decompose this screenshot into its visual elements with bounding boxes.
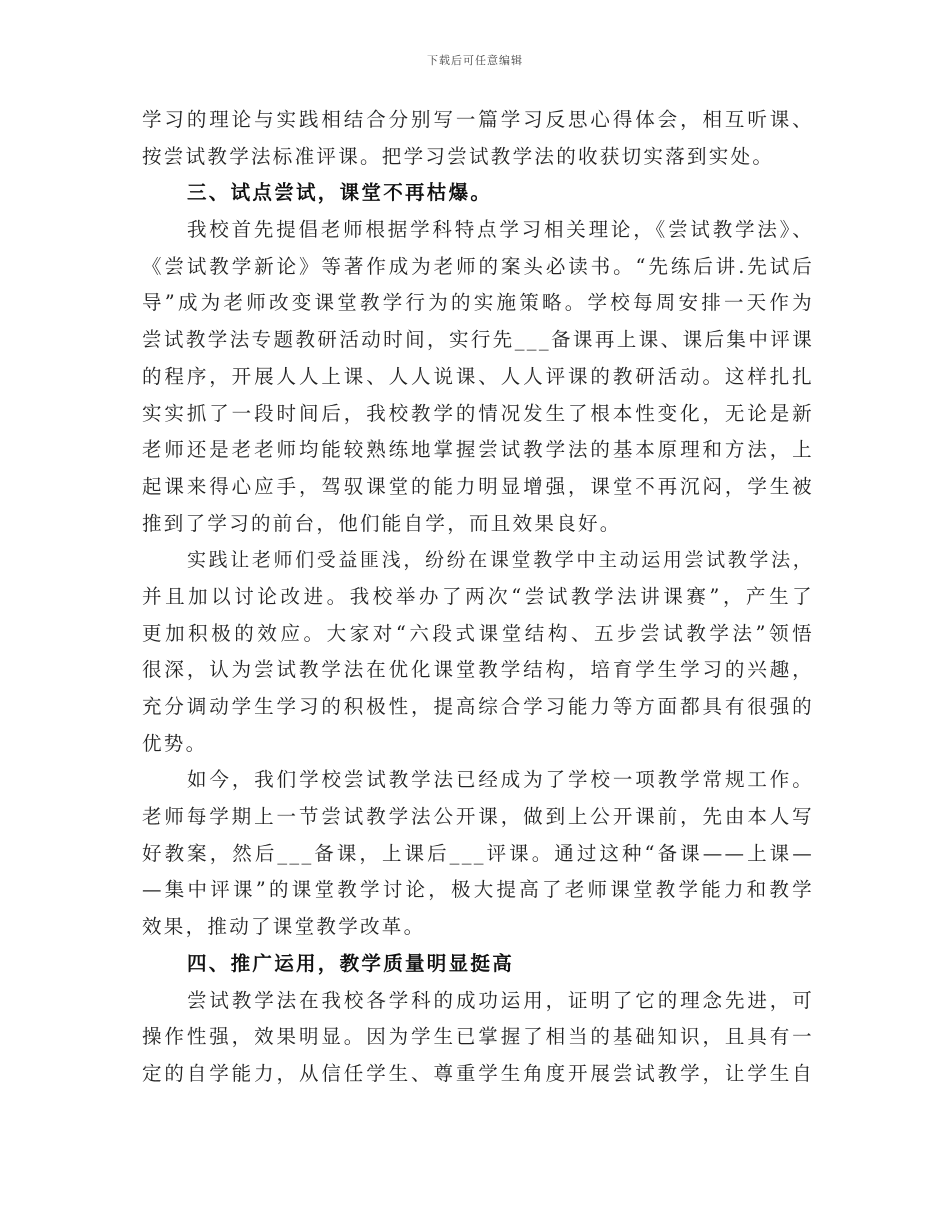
text-line: 更加积极的效应。大家对“六段式课堂结构、五步尝试教学法”领悟 <box>142 621 814 645</box>
text-line: —集中评课”的课堂教学讨论，极大提高了老师课堂教学能力和教学 <box>142 878 814 902</box>
text-line: 尝试教学法在我校各学科的成功运用，证明了它的理念先进，可 <box>187 988 814 1012</box>
text-line: 如今，我们学校尝试教学法已经成为了学校一项教学常规工作。 <box>187 768 814 792</box>
text-line: 定的自学能力，从信任学生、尊重学生角度开展尝试教学，让学生自 <box>142 1061 814 1085</box>
text-line: 优势。 <box>142 731 208 755</box>
text-line: 学习的理论与实践相结合分别写一篇学习反思心得体会，相互听课、 <box>142 108 814 131</box>
text-line: 实实抓了一段时间后，我校教学的情况发生了根本性变化，无论是新 <box>142 401 814 425</box>
text-line: 充分调动学生学习的积极性，提高综合学习能力等方面都具有很强的 <box>142 695 814 718</box>
text-line: 实践让老师们受益匪浅，纷纷在课堂教学中主动运用尝试教学法， <box>187 549 814 572</box>
text-line: 老师还是老老师均能较熟练地掌握尝试教学法的基本原理和方法，上 <box>142 438 814 462</box>
text-line: 导”成为老师改变课堂教学行为的实施策略。学校每周安排一天作为 <box>142 291 814 315</box>
text-line: 《尝试教学新论》等著作成为老师的案头必读书。“先练后讲.先试后 <box>142 254 814 278</box>
text-line: 我校首先提倡老师根据学科特点学习相关理论，《尝试教学法》、 <box>187 218 814 242</box>
section-heading: 三、试点尝试，课堂不再枯爆。 <box>187 181 493 205</box>
text-line: 很深，认为尝试教学法在优化课堂教学结构，培育学生学习的兴趣， <box>142 658 814 682</box>
text-line: 效果，推动了课堂教学改革。 <box>142 915 426 939</box>
text-line: 老师每学期上一节尝试教学法公开课，做到上公开课前，先由本人写 <box>142 805 814 829</box>
text-line: 尝试教学法专题教研活动时间，实行先___备课再上课、课后集中评课 <box>142 328 814 352</box>
section-heading: 四、推广运用，教学质量明显挺高 <box>187 951 515 975</box>
text-line: 的程序，开展人人上课、人人说课、人人评课的教研活动。这样扎扎 <box>142 364 814 388</box>
text-line: 操作性强，效果明显。因为学生已掌握了相当的基础知识，且具有一 <box>142 1025 814 1049</box>
text-line: 好教案，然后___备课，上课后___评课。通过这种“备课——上课— <box>142 841 814 865</box>
text-line: 并且加以讨论改进。我校举办了两次“尝试教学法讲课赛”，产生了 <box>142 584 814 608</box>
text-line: 推到了学习的前台，他们能自学，而且效果良好。 <box>142 511 622 535</box>
text-line: 按尝试教学法标准评课。把学习尝试教学法的收获切实落到实处。 <box>142 144 775 168</box>
document-body <box>142 102 814 1093</box>
text-line: 起课来得心应手，驾驭课堂的能力明显增强，课堂不再沉闷，学生被 <box>142 474 814 498</box>
page-header: 下载后可任意编辑 <box>427 54 523 67</box>
